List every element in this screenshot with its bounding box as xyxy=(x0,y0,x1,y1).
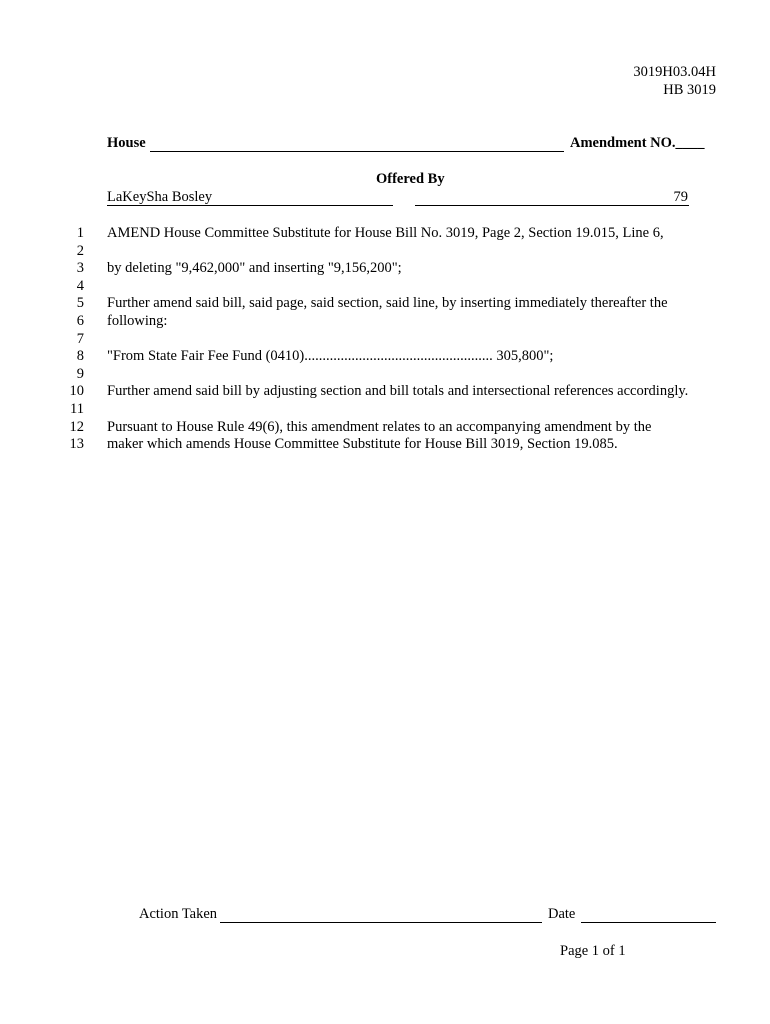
district-number: 79 xyxy=(673,189,688,205)
district-underline xyxy=(415,205,689,206)
house-blank-line xyxy=(150,151,564,152)
action-taken-line xyxy=(220,922,542,923)
line-text: Further amend said bill by adjusting section and bill totals and intersectional references accordingly. xyxy=(107,383,689,399)
line-text: by deleting "9,462,000" and inserting "9,156,200"; xyxy=(107,260,402,276)
line-number: 11 xyxy=(70,401,84,417)
date-label: Date xyxy=(548,906,576,922)
offered-by-label: Offered By xyxy=(376,171,445,187)
line-number: 6 xyxy=(76,313,84,329)
line-text: "From State Fair Fee Fund (0410).................................................... 305,800"; xyxy=(107,348,554,364)
sponsor-name: LaKeySha Bosley xyxy=(107,189,213,205)
line-text: AMEND House Committee Substitute for House Bill No. 3019, Page 2, Section 19.015, Line 6, xyxy=(107,225,664,241)
line-number: 9 xyxy=(76,366,84,382)
line-text: following: xyxy=(107,313,168,329)
line-text: maker which amends House Committee Substitute for House Bill 3019, Section 19.085. xyxy=(107,436,618,452)
amendment-label-text: Amendment NO. xyxy=(570,135,676,151)
page-number: Page 1 of 1 xyxy=(560,943,626,959)
line-number: 7 xyxy=(76,331,84,347)
amendment-number-blank: ____ xyxy=(675,135,705,151)
document-code: 3019H03.04H xyxy=(633,64,716,80)
line-text: Further amend said bill, said page, said section, said line, by inserting immediately thereafter the xyxy=(107,295,668,311)
house-label: House xyxy=(107,135,146,151)
line-number: 10 xyxy=(69,383,84,399)
sponsor-underline xyxy=(107,205,393,206)
date-line xyxy=(581,922,716,923)
line-text: Pursuant to House Rule 49(6), this amendment relates to an accompanying amendment by the xyxy=(107,419,652,435)
line-number: 13 xyxy=(69,436,84,452)
line-number: 1 xyxy=(76,225,84,241)
line-number: 2 xyxy=(76,243,84,259)
line-number: 8 xyxy=(76,348,84,364)
action-taken-label: Action Taken xyxy=(139,906,218,922)
amendment-number-label xyxy=(570,135,705,152)
line-number: 3 xyxy=(76,260,84,276)
line-number: 12 xyxy=(69,419,84,435)
line-number: 5 xyxy=(76,295,84,311)
bill-number: HB 3019 xyxy=(663,82,716,98)
line-number: 4 xyxy=(76,278,84,294)
